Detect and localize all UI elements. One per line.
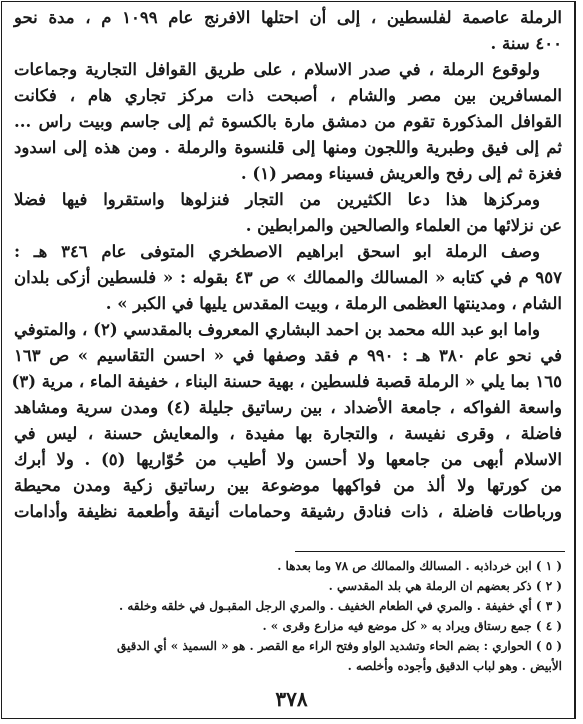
page-number: ٣٧٨	[275, 687, 308, 711]
text-line: واما ابو عبد الله محمد بن احمد البشاري المعروف بالمقدسي (٢) ، والمتوفي	[14, 320, 540, 339]
text-line: ومركزها هذا دعا الكثيرين من التجار فنزلوها واستقروا فيها فضلا	[14, 190, 540, 209]
text-line: وصف الرملة ابو اسحق ابراهيم الاصطخري المتوفى عام ٣٤٦ هـ :	[14, 242, 540, 261]
footnote: ( ١ ) ابن خرداذبه . المسالك والممالك ص ٧٨ وما بعدها .	[277, 559, 562, 573]
footnote-divider	[295, 551, 565, 552]
text-line: الاسلام أبهى من جامعها ولا أحسن ولا أطيب من حُوّاريها (٥) . ولا أبرك	[14, 450, 563, 469]
text-line: ٩٥٧ م في كتابه « المسالك والممالك » ص ٤٣ بقوله : « فلسطين أزكى بلدان	[14, 268, 562, 287]
footnote: الأبيض . وهو لباب الدقيق وأجوده وأخلصه .	[347, 659, 562, 673]
text-line: القوافل المذكورة تقوم من دمشق مارة بالكسوة ثم إلى جاسم وبيت راس ...	[14, 112, 562, 131]
text-line: فغزة ثم إلى رفح والعريش فسيناء ومصر (١) .	[240, 164, 562, 183]
text-line: ورباطات فاضلة ، ذات فنادق رشيقة وحمامات أنيقة وأطعمة نظيفة وأدامات	[14, 502, 562, 521]
text-line: في نحو عام ٣٨٠ هـ : ٩٩٠ م فقد وصفها في « احسن التقاسيم » ص ١٦٣	[14, 346, 562, 365]
text-line: المسافرين بين مصر والشام ، أصبحت ذات مركز تجاري هام ، فكانت	[14, 86, 562, 105]
text-line: ولوقوع الرملة ، في صدر الاسلام ، على طريق القوافل التجارية وجماعات	[14, 60, 540, 79]
text-line: واسعة الفواكه ، جامعة الأضداد ، بين رساتيق جليلة (٤) ومدن سرية ومشاهد	[14, 398, 562, 417]
footnote: ( ٥ ) الحواري : بضم الحاء وتشديد الواو وفتح الراء مع القصر . هو « السميذ » أي الدقيق	[117, 639, 562, 653]
text-line: فاضلة ، وقرى نفيسة ، والتجارة بها مفيدة ، والمعايش حسنة ، ليس في	[14, 424, 562, 443]
text-line: عن نزلائها من العلماء والصالحين والمرابطين .	[245, 216, 562, 235]
footnote: ( ٣ ) أي خفيفة . والمري في الطعام الخفيف . والمري الرجل المقبـول في خلقه وخلقه .	[119, 599, 562, 613]
text-line: ٤٠٠ سنة .	[490, 34, 562, 53]
text-line: الرملة عاصمة لفلسطين ، إلى أن احتلها الافرنج عام ١٠٩٩ م ، مدة نحو	[14, 8, 562, 27]
footnote: ( ٢ ) ذكر بعضهم ان الرملة هي بلد المقدسي .	[328, 579, 562, 593]
text-line: ١٦٥ بما يلي « الرملة قصبة فلسطين ، بهية حسنة البناء ، خفيفة الماء ، مرية (٣)	[11, 372, 562, 391]
text-line: الشام ، ومدينتها العظمى الرملة ، وبيت المقدس يليها في الكبر » .	[105, 294, 562, 313]
text-line: من كورتها ولا ألذ من فواكهها موضوعة بين رساتيق زكية ومدن محيطة	[14, 476, 562, 495]
footnote: ( ٤ ) جمع رستاق ويراد به « كل موضع فيه مزارع وقرى » .	[262, 619, 562, 633]
text-line: ثم إلى فيق وطبرية واللجون ومنها إلى قلنسوة والرملة . ومن هذه إلى اسدود	[14, 138, 562, 157]
